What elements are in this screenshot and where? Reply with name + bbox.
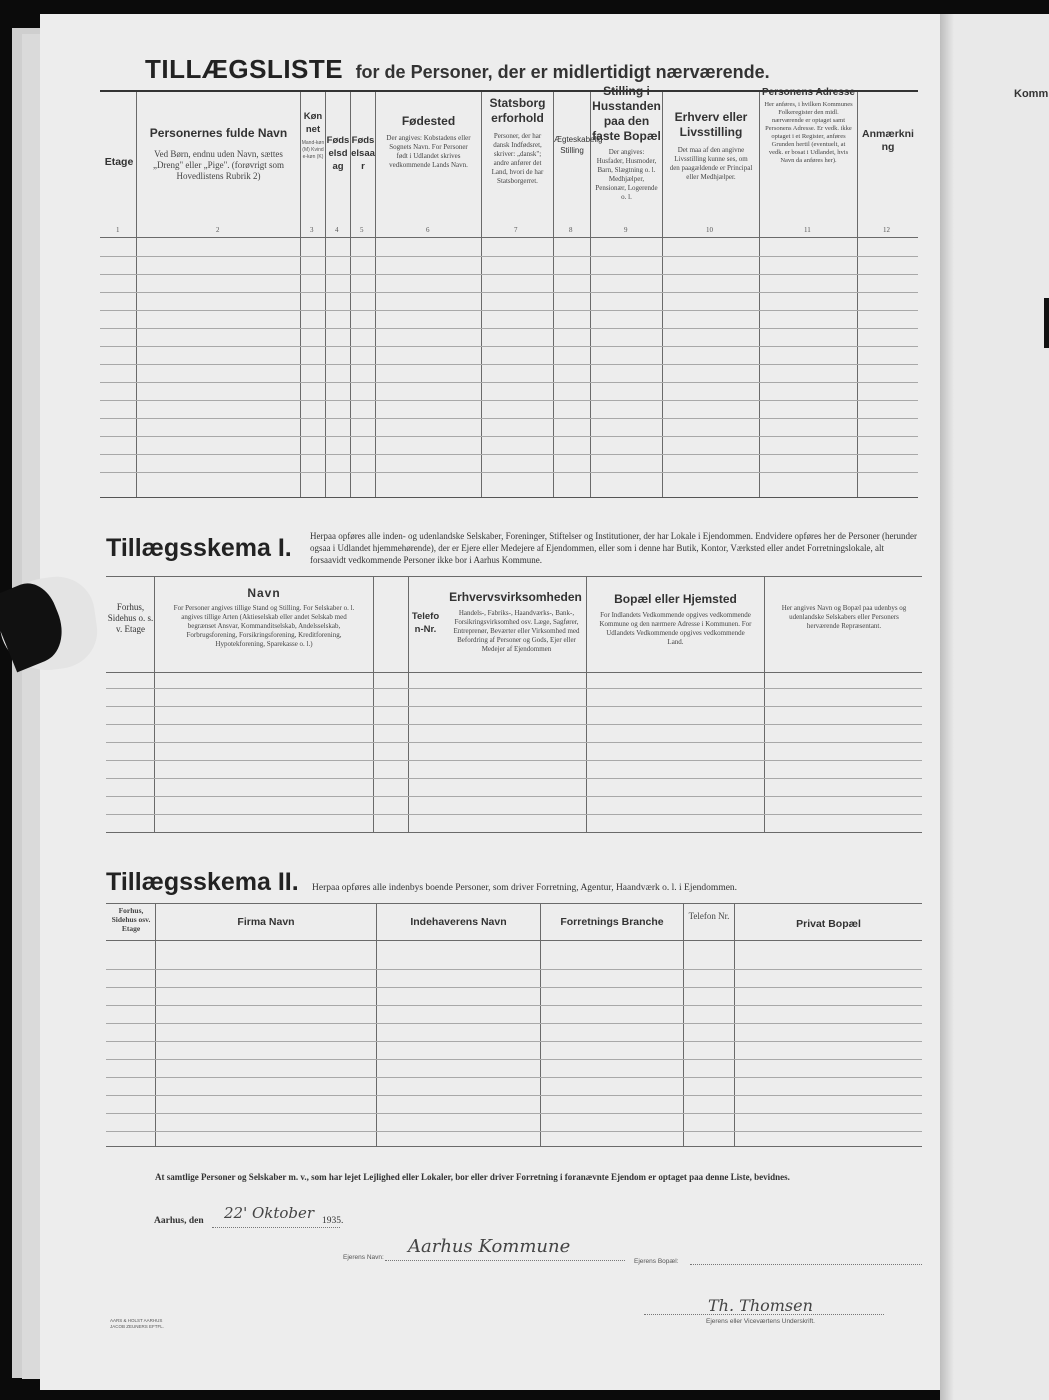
- skema1-col-name: [155, 586, 373, 649]
- footer-statement: At samtlige Personer og Selskaber m. v., som har lejet Lejlighed eller Lokaler, bor eller driver Forretning i foranævnte Ejendom er optaget paa denne Liste, bevidnes.: [155, 1172, 790, 1182]
- skema2-col-divider: [155, 903, 156, 1146]
- skema1-intro: Herpaa opføres alle inden- og udenlandske Selskaber, Foreninger, Stiftelser og Institutioner, der har Lokale i Ejendommen. Endvidere opføres her de Personer (herunder ogsaa i Udlandet hjemmehørende), der er Ejere eller Medejere af Ejendommen, eller som i denne har Butik, Kontor, Værksted eller andet Forretningslokale, alt forsaavidt vedkommende Personer ikke bor i Aarhus Kommune.: [310, 531, 917, 565]
- main-row-line: [100, 310, 918, 311]
- col-head-occupation: Erhverv eller Livsstilling: [674, 110, 748, 139]
- col-num: 9: [624, 226, 628, 234]
- skema1-row-line: [106, 778, 922, 779]
- footer-date-written: 22' Oktober: [224, 1204, 315, 1222]
- col-head-etage: Etage: [104, 156, 134, 168]
- skema1-col-business: [409, 590, 586, 654]
- col-head-birthplace: Fødested: [401, 114, 456, 128]
- skema2-row-line: [106, 1077, 922, 1078]
- main-title-block: [145, 54, 770, 85]
- main-title: TILLÆGSLISTE: [145, 54, 344, 84]
- col-num: 3: [310, 226, 314, 234]
- col-note-citizenship: Personer, der har dansk Indfødsret, skriver: „dansk"; andre anfører det Land, hvori de har Statsborgerret.: [491, 132, 544, 185]
- main-table-bottom-border: [100, 497, 918, 498]
- skema2-intro: Herpaa opføres alle indenbys boende Personer, som driver Forretning, Agentur, Haandværk o. l. i Ejendommen.: [312, 883, 738, 893]
- col-head-birthyear: Fødselsaar: [351, 135, 375, 172]
- col-head-gender: Kønnet: [303, 111, 323, 135]
- skema2-row-line: [106, 987, 922, 988]
- col-note-birthplace: Der angives: Kobstadens eller Sognets Navn. For Personer født i Udlandet skrives vedkommende Lands Navn.: [386, 134, 471, 169]
- main-row-line: [100, 400, 918, 401]
- col-citizenship: [482, 96, 553, 186]
- col-num: 11: [804, 226, 811, 234]
- col-name: [137, 126, 300, 182]
- col-head-address: Personens Adresse: [761, 87, 855, 98]
- skema1-row-line: [106, 688, 922, 689]
- skema1-head-name: Navn: [247, 586, 281, 600]
- skema1-head-phone: Telefon-Nr.: [411, 611, 440, 635]
- skema2-col-divider: [540, 903, 541, 1146]
- col-occupation: [663, 110, 759, 182]
- skema2-head-firm: Firma Navn: [237, 916, 295, 928]
- skema2-row-line: [106, 1095, 922, 1096]
- col-head-citizenship: Statsborgerforhold: [489, 96, 546, 125]
- main-row-line: [100, 346, 918, 347]
- skema2-head-owner: Indehaverens Navn: [410, 916, 507, 928]
- skema1-row-line: [106, 796, 922, 797]
- footer-date-line: [212, 1227, 340, 1228]
- owner-name-line: [385, 1260, 625, 1261]
- col-num: 2: [216, 226, 220, 234]
- skema1-title: Tillægsskema I.: [106, 534, 292, 562]
- main-row-line: [100, 436, 918, 437]
- skema1-note-residence: For Indlandets Vedkommende opgives vedkommende Kommune og den nærmere Adresse i Kommunen. For Udlandets Vedkommende opgives vedkommende Land.: [599, 611, 752, 646]
- skema2-head-private-address: Privat Bopæl: [796, 918, 861, 930]
- skema2-row-line: [106, 1113, 922, 1114]
- main-row-line: [100, 274, 918, 275]
- facing-page-mark: [1044, 298, 1049, 348]
- skema2-head-branch: Forretnings Branche: [560, 916, 664, 928]
- skema2-row-line: [106, 1023, 922, 1024]
- col-household: [591, 84, 662, 202]
- col-num: 6: [426, 226, 430, 234]
- main-row-line: [100, 382, 918, 383]
- main-row-line: [100, 454, 918, 455]
- owner-address-label: Ejerens Bopæl:: [634, 1258, 679, 1265]
- facing-page-label: Komm: [1014, 88, 1049, 100]
- col-num: 1: [116, 226, 120, 234]
- main-row-line: [100, 364, 918, 365]
- skema2-row-line: [106, 1041, 922, 1042]
- col-note-gender: Mand-køn (M) Kvinde-køn (K): [301, 140, 325, 160]
- skema2-col-divider: [683, 903, 684, 1146]
- col-head-household: Stilling i Husstanden paa den faste Bopæl: [592, 84, 661, 143]
- skema1-row-line: [106, 814, 922, 815]
- skema1-head-business: Erhvervsvirksomheden: [449, 590, 582, 604]
- footer-year: 1935.: [322, 1216, 344, 1226]
- form-page: [40, 14, 940, 1390]
- main-subtitle: for de Personer, der er midlertidigt nærværende.: [355, 62, 770, 82]
- owner-name-label: Ejerens Navn:: [343, 1254, 384, 1261]
- skema1-header-bottom: [106, 672, 922, 673]
- col-num: 12: [883, 226, 890, 234]
- main-row-line: [100, 256, 918, 257]
- col-gender: [301, 110, 325, 161]
- skema1-bottom-border: [106, 832, 922, 833]
- skema2-head-phone: Telefon Nr.: [688, 911, 730, 921]
- skema1-row-line: [106, 706, 922, 707]
- skema1-note-name: For Personer angives tillige Stand og Stilling. For Selskaber o. l. angives tillige Arten (Aktieselskab eller andet Selskab med begrænset Ansvar, Kommanditselskab, Andelsselskab, Forbrugsforening, Forsikringsforening, Kreditforening, Hypotekforening, Sparekasse o. l.): [173, 604, 355, 648]
- col-num: 4: [335, 226, 339, 234]
- skema1-row-line: [106, 742, 922, 743]
- col-num: 8: [569, 226, 573, 234]
- skema2-header-bottom: [106, 940, 922, 941]
- footer-place: Aarhus, den: [154, 1216, 204, 1226]
- col-birthplace: [376, 114, 481, 170]
- skema2-top-border: [106, 903, 922, 904]
- printer-imprint: AARS & HOLST AARHUS JACOB ZEUNERS EFTFL.: [110, 1318, 165, 1329]
- col-num: 5: [360, 226, 364, 234]
- col-head-birthday: Fødselsdag: [326, 135, 350, 172]
- main-row-line: [100, 328, 918, 329]
- skema2-row-line: [106, 1131, 922, 1132]
- col-head-name: Personernes fulde Navn: [149, 126, 288, 140]
- main-row-line: [100, 472, 918, 473]
- skema1-col-residence: [587, 592, 764, 647]
- skema1-note-representative: Her angives Navn og Bopæl paa udenbys og udenlandske Selskabers eller Personers herværende Repræsentant.: [781, 604, 907, 630]
- skema2-row-line: [106, 1059, 922, 1060]
- col-note-household: Der angives: Husfader, Husmoder, Barn, Slægtning o. l. Medhjælper, Pensionær, Logerende o. l.: [595, 148, 658, 201]
- col-note-address: Her anføres, i hvilken Kommunes Folkeregister den midl. nærværende er optaget samt Personens Adresse. Er vedk. ikke optaget i et Register, anføres Grunden hertil (eventuelt, at vedk. er bosat i Udlandet, hvis Navn da anføres her).: [764, 101, 853, 164]
- main-row-line: [100, 418, 918, 419]
- skema1-head-floor: Forhus, Sidehus o. s. v. Etage: [107, 602, 154, 634]
- skema1-col-divider: [373, 576, 374, 832]
- col-num: 7: [514, 226, 518, 234]
- skema1-note-business: Handels-, Fabriks-, Haandværks-, Bank-, Forsikringsvirksomhed osv. Læge, Sagfører, Entreprenør, Beværter eller Virksomhed med Befordring af Personer og Gods, Ejer eller Medejer af Ejendommen: [453, 609, 580, 653]
- skema2-head-floor: Forhus, Sidehus osv. Etage: [111, 906, 151, 933]
- skema1-row-line: [106, 760, 922, 761]
- skema1-col-divider: [764, 576, 765, 832]
- owner-name-written: Aarhus Kommune: [408, 1236, 571, 1257]
- col-head-marital: Ægteskabelig Stilling: [554, 135, 603, 155]
- col-note-name: Ved Børn, endnu uden Navn, sættes „Dreng" eller „Pige". (forøvrigt som Hovedlistens Rubrik 2): [152, 149, 285, 181]
- main-table-header-bottom: [100, 237, 918, 238]
- skema1-row-line: [106, 724, 922, 725]
- skema2-col-divider: [734, 903, 735, 1146]
- col-head-remark: Anmærkning: [862, 128, 914, 153]
- skema2-title: Tillægsskema II.: [106, 868, 299, 896]
- col-num: 10: [706, 226, 713, 234]
- skema2-row-line: [106, 969, 922, 970]
- col-note-occupation: Det maa af den angivne Livsstilling kunne ses, om den paagældende er Principal eller Medhjælper.: [669, 146, 753, 181]
- facing-page-gutter: [940, 14, 954, 1400]
- skema1-head-residence: Bopæl eller Hjemsted: [614, 592, 737, 606]
- main-row-line: [100, 292, 918, 293]
- skema2-bottom-border: [106, 1146, 922, 1147]
- owner-address-line: [690, 1264, 922, 1265]
- skema2-col-divider: [376, 903, 377, 1146]
- signature-line: [644, 1314, 884, 1315]
- signature-label: Ejerens eller Viceværtens Underskrift.: [706, 1318, 815, 1325]
- skema2-row-line: [106, 1005, 922, 1006]
- skema1-top-border: [106, 576, 922, 577]
- col-address: [760, 86, 857, 165]
- facing-page: [940, 14, 1049, 1400]
- signature-written: Th. Thomsen: [708, 1296, 813, 1315]
